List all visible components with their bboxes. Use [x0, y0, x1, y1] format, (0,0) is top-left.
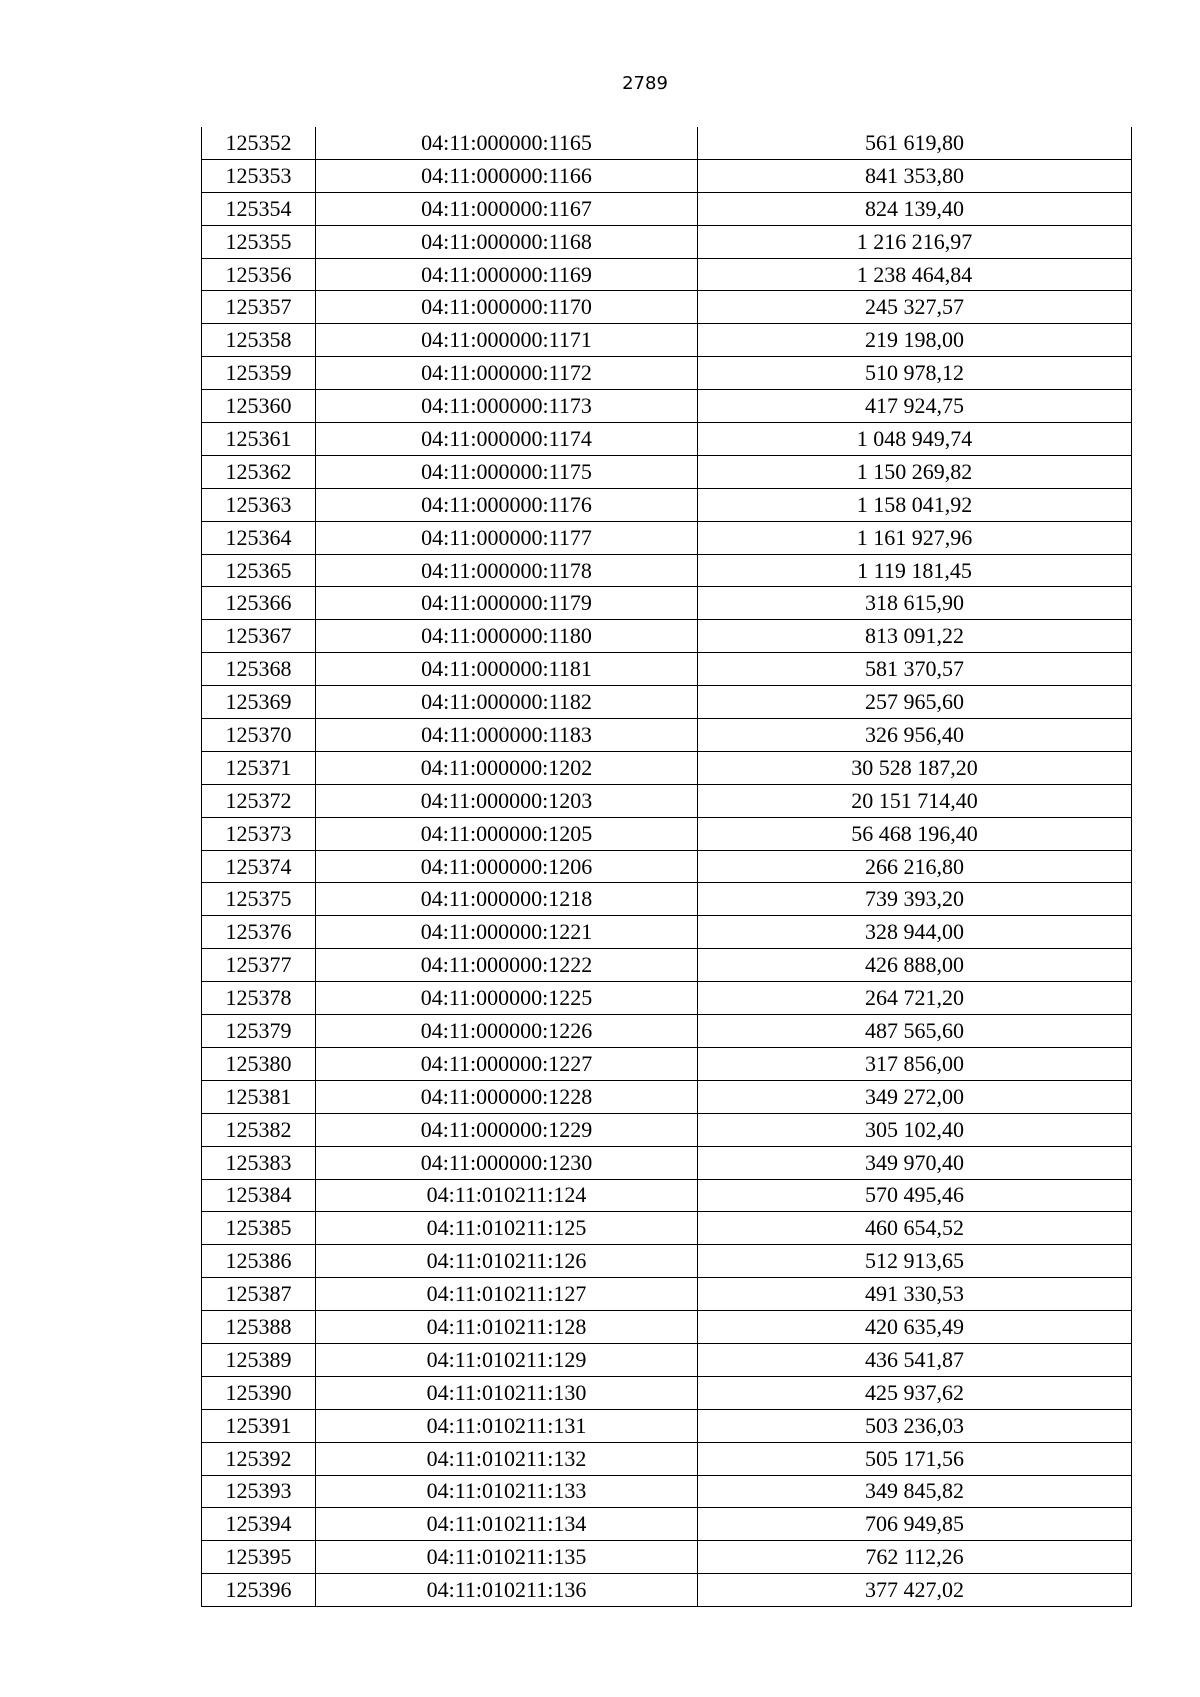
row-number-cell: 125384: [202, 1179, 316, 1212]
table-row: [202, 1278, 1132, 1311]
row-number-cell: 125367: [202, 620, 316, 653]
table-row: [202, 620, 1132, 653]
cadastral-number-cell: 04:11:000000:1203: [316, 784, 698, 817]
table-row: [202, 159, 1132, 192]
cadastral-number-cell: 04:11:000000:1230: [316, 1146, 698, 1179]
row-number-cell: 125357: [202, 291, 316, 324]
row-number-cell: 125376: [202, 916, 316, 949]
cadastral-number-cell: 04:11:000000:1169: [316, 258, 698, 291]
table-row: [202, 1508, 1132, 1541]
cadastral-value-cell: 257 965,60: [698, 686, 1132, 719]
cadastral-value-cell: 824 139,40: [698, 192, 1132, 225]
cadastral-number-cell: 04:11:010211:131: [316, 1409, 698, 1442]
table-row: [202, 521, 1132, 554]
row-number-cell: 125366: [202, 587, 316, 620]
row-number-cell: 125394: [202, 1508, 316, 1541]
cadastral-number-cell: 04:11:000000:1183: [316, 719, 698, 752]
cadastral-number-cell: 04:11:000000:1181: [316, 653, 698, 686]
cadastral-number-cell: 04:11:000000:1205: [316, 817, 698, 850]
row-number-cell: 125396: [202, 1574, 316, 1607]
cadastral-value-cell: 706 949,85: [698, 1508, 1132, 1541]
cadastral-value-cell: 425 937,62: [698, 1376, 1132, 1409]
cadastral-number-cell: 04:11:010211:134: [316, 1508, 698, 1541]
table-row: [202, 488, 1132, 521]
table-row: [202, 587, 1132, 620]
cadastral-value-cell: 491 330,53: [698, 1278, 1132, 1311]
table-row: [202, 192, 1132, 225]
cadastral-value-cell: 1 048 949,74: [698, 423, 1132, 456]
row-number-cell: 125358: [202, 324, 316, 357]
cadastral-number-cell: 04:11:010211:133: [316, 1475, 698, 1508]
table-body: [202, 127, 1132, 1607]
row-number-cell: 125382: [202, 1113, 316, 1146]
cadastral-value-cell: 377 427,02: [698, 1574, 1132, 1607]
table-row: [202, 1146, 1132, 1179]
table-row: [202, 883, 1132, 916]
row-number-cell: 125374: [202, 850, 316, 883]
row-number-cell: 125365: [202, 554, 316, 587]
row-number-cell: 125392: [202, 1442, 316, 1475]
row-number-cell: 125353: [202, 159, 316, 192]
cadastral-value-cell: 1 150 269,82: [698, 455, 1132, 488]
cadastral-value-cell: 503 236,03: [698, 1409, 1132, 1442]
cadastral-value-cell: 1 216 216,97: [698, 225, 1132, 258]
cadastral-number-cell: 04:11:010211:132: [316, 1442, 698, 1475]
cadastral-number-cell: 04:11:000000:1225: [316, 982, 698, 1015]
row-number-cell: 125386: [202, 1245, 316, 1278]
table-row: [202, 324, 1132, 357]
row-number-cell: 125362: [202, 455, 316, 488]
cadastral-number-cell: 04:11:010211:127: [316, 1278, 698, 1311]
cadastral-number-cell: 04:11:010211:136: [316, 1574, 698, 1607]
cadastral-value-cell: 245 327,57: [698, 291, 1132, 324]
cadastral-number-cell: 04:11:000000:1179: [316, 587, 698, 620]
table-row: [202, 1080, 1132, 1113]
table-row: [202, 455, 1132, 488]
table-row: [202, 1212, 1132, 1245]
cadastral-value-cell: 1 238 464,84: [698, 258, 1132, 291]
row-number-cell: 125383: [202, 1146, 316, 1179]
cadastral-number-cell: 04:11:000000:1171: [316, 324, 698, 357]
table-row: [202, 423, 1132, 456]
cadastral-number-cell: 04:11:000000:1226: [316, 1015, 698, 1048]
row-number-cell: 125363: [202, 488, 316, 521]
table-row: [202, 982, 1132, 1015]
cadastral-value-cell: 505 171,56: [698, 1442, 1132, 1475]
table-row: [202, 1245, 1132, 1278]
cadastral-value-cell: 317 856,00: [698, 1047, 1132, 1080]
row-number-cell: 125375: [202, 883, 316, 916]
cadastral-value-table: [201, 127, 1132, 1607]
row-number-cell: 125387: [202, 1278, 316, 1311]
row-number-cell: 125354: [202, 192, 316, 225]
cadastral-value-cell: 349 272,00: [698, 1080, 1132, 1113]
table-row: [202, 1311, 1132, 1344]
table-row: [202, 258, 1132, 291]
cadastral-value-cell: 219 198,00: [698, 324, 1132, 357]
row-number-cell: 125380: [202, 1047, 316, 1080]
cadastral-value-cell: 1 119 181,45: [698, 554, 1132, 587]
cadastral-number-cell: 04:11:000000:1174: [316, 423, 698, 456]
row-number-cell: 125364: [202, 521, 316, 554]
cadastral-value-cell: 813 091,22: [698, 620, 1132, 653]
cadastral-value-cell: 841 353,80: [698, 159, 1132, 192]
row-number-cell: 125370: [202, 719, 316, 752]
row-number-cell: 125378: [202, 982, 316, 1015]
cadastral-value-cell: 318 615,90: [698, 587, 1132, 620]
cadastral-value-cell: 512 913,65: [698, 1245, 1132, 1278]
cadastral-number-cell: 04:11:000000:1182: [316, 686, 698, 719]
cadastral-value-cell: 266 216,80: [698, 850, 1132, 883]
cadastral-number-cell: 04:11:000000:1229: [316, 1113, 698, 1146]
row-number-cell: 125381: [202, 1080, 316, 1113]
cadastral-number-cell: 04:11:000000:1175: [316, 455, 698, 488]
table-row: [202, 390, 1132, 423]
table-row: [202, 653, 1132, 686]
table-row: [202, 1574, 1132, 1607]
cadastral-number-cell: 04:11:000000:1173: [316, 390, 698, 423]
table-row: [202, 291, 1132, 324]
cadastral-number-cell: 04:11:000000:1228: [316, 1080, 698, 1113]
table-row: [202, 686, 1132, 719]
cadastral-value-cell: 1 158 041,92: [698, 488, 1132, 521]
cadastral-number-cell: 04:11:000000:1167: [316, 192, 698, 225]
cadastral-number-cell: 04:11:000000:1221: [316, 916, 698, 949]
table-row: [202, 751, 1132, 784]
row-number-cell: 125393: [202, 1475, 316, 1508]
table-row: [202, 1113, 1132, 1146]
row-number-cell: 125379: [202, 1015, 316, 1048]
cadastral-number-cell: 04:11:000000:1222: [316, 949, 698, 982]
table-row: [202, 357, 1132, 390]
cadastral-value-cell: 56 468 196,40: [698, 817, 1132, 850]
cadastral-value-cell: 349 845,82: [698, 1475, 1132, 1508]
row-number-cell: 125388: [202, 1311, 316, 1344]
table-row: [202, 1442, 1132, 1475]
cadastral-number-cell: 04:11:000000:1180: [316, 620, 698, 653]
cadastral-number-cell: 04:11:000000:1168: [316, 225, 698, 258]
row-number-cell: 125373: [202, 817, 316, 850]
table-row: [202, 554, 1132, 587]
table-row: [202, 1409, 1132, 1442]
cadastral-number-cell: 04:11:010211:125: [316, 1212, 698, 1245]
row-number-cell: 125352: [202, 127, 316, 159]
cadastral-number-cell: 04:11:010211:128: [316, 1311, 698, 1344]
table-row: [202, 719, 1132, 752]
cadastral-value-cell: 326 956,40: [698, 719, 1132, 752]
cadastral-value-cell: 20 151 714,40: [698, 784, 1132, 817]
cadastral-number-cell: 04:11:010211:126: [316, 1245, 698, 1278]
row-number-cell: 125360: [202, 390, 316, 423]
cadastral-value-cell: 264 721,20: [698, 982, 1132, 1015]
row-number-cell: 125369: [202, 686, 316, 719]
cadastral-number-cell: 04:11:010211:135: [316, 1541, 698, 1574]
page-number: 2789: [622, 73, 668, 94]
cadastral-number-cell: 04:11:010211:129: [316, 1343, 698, 1376]
cadastral-number-cell: 04:11:000000:1176: [316, 488, 698, 521]
row-number-cell: 125368: [202, 653, 316, 686]
cadastral-value-cell: 561 619,80: [698, 127, 1132, 159]
cadastral-value-cell: 420 635,49: [698, 1311, 1132, 1344]
table-row: [202, 784, 1132, 817]
row-number-cell: 125361: [202, 423, 316, 456]
table-row: [202, 1047, 1132, 1080]
cadastral-number-cell: 04:11:000000:1227: [316, 1047, 698, 1080]
row-number-cell: 125377: [202, 949, 316, 982]
table-row: [202, 1541, 1132, 1574]
table-row: [202, 850, 1132, 883]
cadastral-value-cell: 426 888,00: [698, 949, 1132, 982]
cadastral-number-cell: 04:11:010211:130: [316, 1376, 698, 1409]
table-row: [202, 916, 1132, 949]
cadastral-value-cell: 1 161 927,96: [698, 521, 1132, 554]
cadastral-value-cell: 305 102,40: [698, 1113, 1132, 1146]
cadastral-number-cell: 04:11:000000:1202: [316, 751, 698, 784]
cadastral-value-cell: 30 528 187,20: [698, 751, 1132, 784]
row-number-cell: 125389: [202, 1343, 316, 1376]
cadastral-value-cell: 349 970,40: [698, 1146, 1132, 1179]
row-number-cell: 125355: [202, 225, 316, 258]
table-row: [202, 1179, 1132, 1212]
cadastral-value-cell: 762 112,26: [698, 1541, 1132, 1574]
cadastral-number-cell: 04:11:000000:1165: [316, 127, 698, 159]
cadastral-value-cell: 436 541,87: [698, 1343, 1132, 1376]
table-row: [202, 127, 1132, 159]
cadastral-number-cell: 04:11:000000:1218: [316, 883, 698, 916]
table-row: [202, 225, 1132, 258]
cadastral-value-cell: 739 393,20: [698, 883, 1132, 916]
row-number-cell: 125391: [202, 1409, 316, 1442]
cadastral-number-cell: 04:11:000000:1178: [316, 554, 698, 587]
table-row: [202, 1376, 1132, 1409]
cadastral-value-cell: 417 924,75: [698, 390, 1132, 423]
table-row: [202, 949, 1132, 982]
cadastral-value-cell: 328 944,00: [698, 916, 1132, 949]
cadastral-number-cell: 04:11:000000:1172: [316, 357, 698, 390]
row-number-cell: 125395: [202, 1541, 316, 1574]
table-row: [202, 1343, 1132, 1376]
cadastral-number-cell: 04:11:010211:124: [316, 1179, 698, 1212]
table-row: [202, 1015, 1132, 1048]
cadastral-value-cell: 460 654,52: [698, 1212, 1132, 1245]
table-row: [202, 1475, 1132, 1508]
cadastral-value-cell: 510 978,12: [698, 357, 1132, 390]
cadastral-number-cell: 04:11:000000:1177: [316, 521, 698, 554]
cadastral-value-cell: 570 495,46: [698, 1179, 1132, 1212]
cadastral-number-cell: 04:11:000000:1170: [316, 291, 698, 324]
row-number-cell: 125390: [202, 1376, 316, 1409]
row-number-cell: 125385: [202, 1212, 316, 1245]
cadastral-number-cell: 04:11:000000:1206: [316, 850, 698, 883]
row-number-cell: 125356: [202, 258, 316, 291]
row-number-cell: 125359: [202, 357, 316, 390]
cadastral-value-cell: 581 370,57: [698, 653, 1132, 686]
row-number-cell: 125372: [202, 784, 316, 817]
cadastral-number-cell: 04:11:000000:1166: [316, 159, 698, 192]
table-row: [202, 817, 1132, 850]
cadastral-value-cell: 487 565,60: [698, 1015, 1132, 1048]
row-number-cell: 125371: [202, 751, 316, 784]
